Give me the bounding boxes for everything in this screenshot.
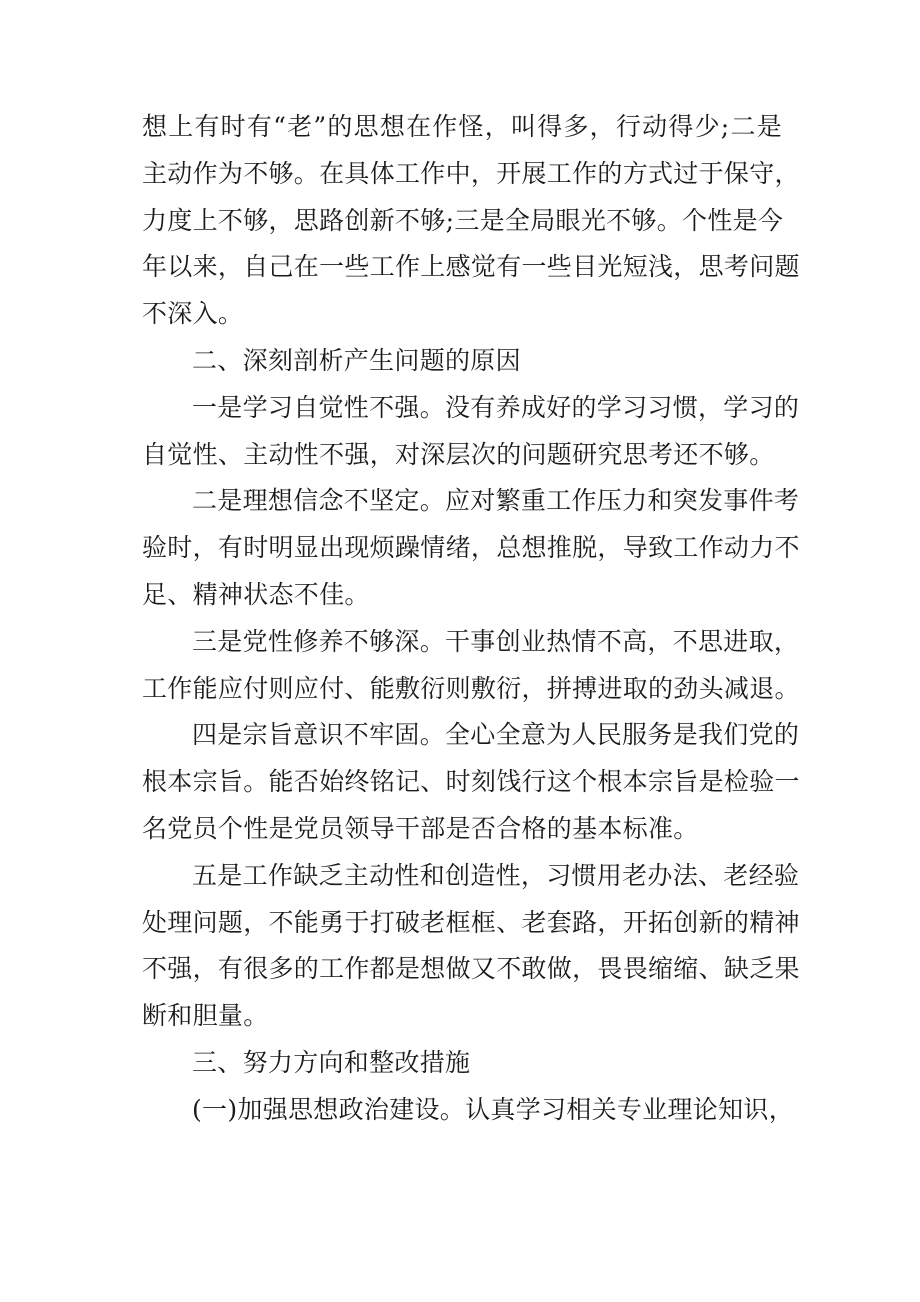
text-line: 断和胆量。	[142, 1001, 269, 1031]
text-line: 不强，有很多的工作都是想做又不敢做，畏畏缩缩、缺乏果	[142, 954, 800, 984]
text-line: 三是党性修养不够深。干事创业热情不高，不思进取，	[192, 626, 800, 656]
text-line: 想上有时有“老”的思想在作怪，叫得多，行动得少;二是	[142, 112, 782, 141]
text-line: 三、努力方向和整改措施	[192, 1047, 471, 1077]
text-line: 四是宗旨意识不牢固。全心全意为人民服务是我们党的	[192, 720, 800, 750]
text-line: 处理问题，不能勇于打破老框框、老套路，开拓创新的精神	[142, 907, 800, 937]
text-line: 不深入。	[142, 299, 244, 329]
text-line: 五是工作缺乏主动性和创造性，习惯用老办法、老经验	[192, 860, 800, 890]
text-line: 足、精神状态不佳。	[142, 579, 370, 609]
text-line: 工作能应付则应付、能敷衍则敷衍，拼搏进取的劲头减退。	[142, 673, 800, 703]
text-line: 验时，有时明显出现烦躁情绪，总想推脱，导致工作动力不	[142, 533, 800, 563]
document-body	[142, 104, 800, 1134]
text-line: 自觉性、主动性不强，对深层次的问题研究思考还不够。	[142, 439, 775, 469]
text-line: 一是学习自觉性不强。没有养成好的学习习惯，学习的	[192, 392, 800, 422]
text-line: (一)加强思想政治建设。认真学习相关专业理论知识，	[192, 1094, 795, 1124]
text-line: 年以来，自己在一些工作上感觉有一些目光短浅，思考问题	[142, 252, 800, 282]
text-line: 力度上不够，思路创新不够;三是全局眼光不够。个性是今	[142, 205, 784, 235]
text-line: 根本宗旨。能否始终铭记、时刻饯行这个根本宗旨是检验一	[142, 767, 800, 797]
text-line: 二、深刻剖析产生问题的原因	[192, 345, 521, 375]
text-line: 名党员个性是党员领导干部是否合格的基本标准。	[142, 813, 699, 843]
text-line: 二是理想信念不坚定。应对繁重工作压力和突发事件考	[192, 486, 800, 516]
text-line: 主动作为不够。在具体工作中，开展工作的方式过于保守，	[142, 158, 800, 188]
